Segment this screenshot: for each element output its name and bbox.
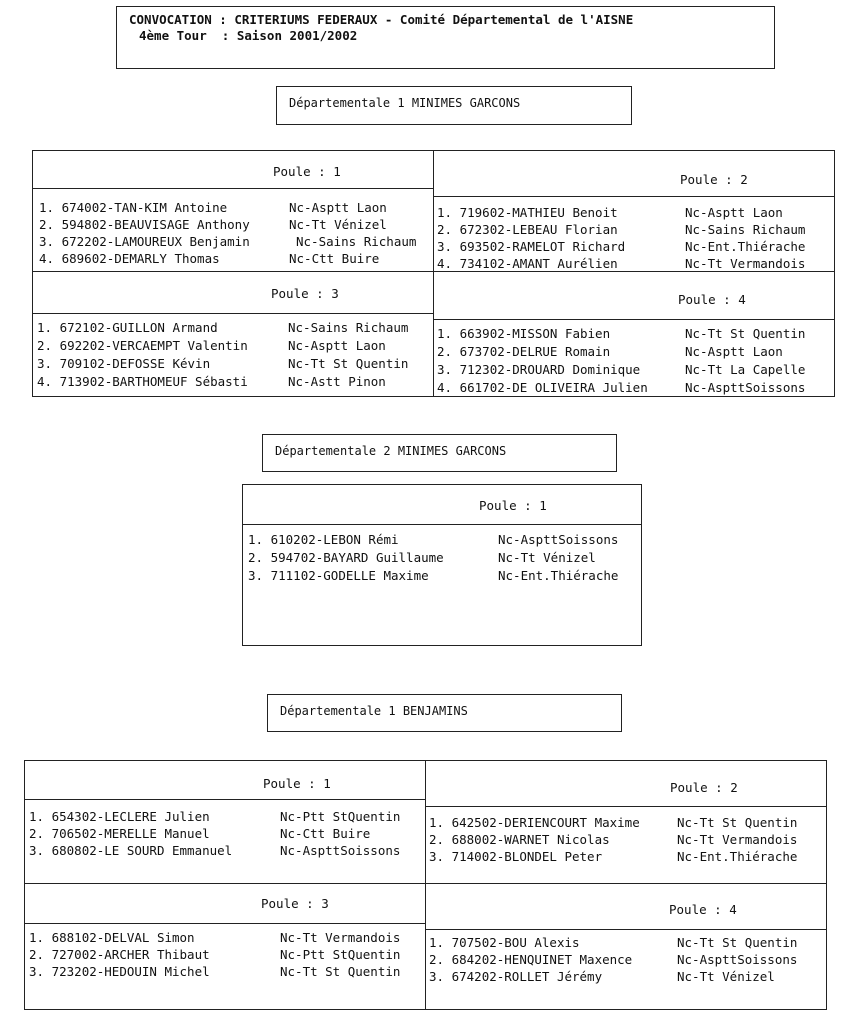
player-row — [429, 934, 798, 951]
grid-divider-top-left — [25, 799, 425, 800]
player-row — [39, 250, 380, 267]
player-rank: 2. — [29, 947, 45, 962]
player-club: Nc-Asptt Laon — [685, 205, 783, 220]
grid-divider-vertical — [425, 761, 426, 1009]
player-row — [39, 199, 387, 216]
poule-title: Poule : 4 — [678, 292, 746, 307]
player-club: Nc-Sains Richaum — [685, 222, 806, 237]
player-club: Nc-Tt Vénizel — [677, 969, 775, 984]
player-rank: 2. — [248, 550, 264, 565]
player-row — [39, 216, 387, 233]
player-row — [29, 946, 401, 963]
player-name: 654302-LECLERE Julien — [51, 809, 210, 824]
player-club: Nc-Tt Vermandois — [280, 930, 401, 945]
poule-grid-d2-minimes — [242, 484, 642, 646]
player-row — [29, 842, 401, 859]
grid-divider-mid-right — [433, 319, 835, 320]
player-rank: 2. — [437, 344, 453, 359]
player-row — [437, 255, 806, 272]
player-row — [437, 361, 806, 378]
player-club: Nc-Tt La Capelle — [685, 362, 806, 377]
player-rank: 1. — [437, 205, 453, 220]
player-name: 674202-ROLLET Jérémy — [451, 969, 603, 984]
player-club: Nc-Sains Richaum — [288, 320, 409, 335]
player-name: 661702-DE OLIVEIRA Julien — [459, 380, 648, 395]
player-name: 689602-DEMARLY Thomas — [61, 251, 220, 266]
player-name: 684202-HENQUINET Maxence — [451, 952, 633, 967]
player-name: 706502-MERELLE Manuel — [51, 826, 210, 841]
player-name: 727002-ARCHER Thibaut — [51, 947, 210, 962]
player-name: 719602-MATHIEU Benoit — [459, 205, 618, 220]
poule-title: Poule : 3 — [261, 896, 329, 911]
player-club: Nc-Ent.Thiérache — [677, 849, 798, 864]
player-name: 610202-LEBON Rémi — [270, 532, 399, 547]
player-rank: 2. — [429, 832, 445, 847]
player-row — [248, 549, 596, 566]
player-name: 734102-AMANT Aurélien — [459, 256, 618, 271]
player-rank: 2. — [437, 222, 453, 237]
player-club: Nc-Sains Richaum — [296, 234, 417, 249]
player-club: Nc-Asptt Laon — [288, 338, 386, 353]
player-name: 672302-LEBEAU Florian — [459, 222, 618, 237]
player-row — [429, 848, 798, 865]
player-club: Nc-Tt St Quentin — [280, 964, 401, 979]
poule-title: Poule : 4 — [669, 902, 737, 917]
player-row — [37, 355, 409, 372]
player-rank: 2. — [39, 217, 55, 232]
section-title-d1-minimes: Départementale 1 MINIMES GARCONS — [276, 86, 632, 125]
player-club: Nc-Tt Vénizel — [289, 217, 387, 232]
player-row — [437, 238, 806, 255]
player-rank: 3. — [437, 362, 453, 377]
section-title-d2-minimes: Départementale 2 MINIMES GARCONS — [262, 434, 617, 472]
player-club: Nc-Asptt Laon — [685, 344, 783, 359]
player-name: 663902-MISSON Fabien — [459, 326, 611, 341]
player-row — [429, 831, 798, 848]
grid-divider-vertical — [433, 151, 434, 396]
player-club: Nc-Tt St Quentin — [685, 326, 806, 341]
player-club: Nc-Ctt Buire — [289, 251, 380, 266]
player-rank: 1. — [437, 326, 453, 341]
player-club: Nc-Tt St Quentin — [677, 935, 798, 950]
player-club: Nc-AspttSoissons — [498, 532, 619, 547]
player-club: Nc-AspttSoissons — [677, 952, 798, 967]
player-rank: 2. — [429, 952, 445, 967]
poule-grid-d1-minimes — [32, 150, 835, 397]
player-rank: 4. — [39, 251, 55, 266]
player-rank: 3. — [429, 849, 445, 864]
player-rank: 3. — [29, 964, 45, 979]
player-row — [429, 951, 798, 968]
player-club: Nc-Ctt Buire — [280, 826, 371, 841]
player-name: 642502-DERIENCOURT Maxime — [451, 815, 640, 830]
poule-title: Poule : 2 — [670, 780, 738, 795]
player-name: 672202-LAMOUREUX Benjamin — [61, 234, 250, 249]
grid-divider — [243, 524, 641, 525]
player-rank: 1. — [29, 930, 45, 945]
grid-divider-mid-left — [25, 923, 425, 924]
player-row — [39, 233, 417, 250]
player-club: Nc-Tt Vermandois — [677, 832, 798, 847]
convocation-header — [116, 6, 775, 69]
player-row — [37, 319, 409, 336]
player-rank: 1. — [429, 935, 445, 950]
poule-title: Poule : 1 — [263, 776, 331, 791]
player-rank: 2. — [37, 338, 53, 353]
player-name: 693502-RAMELOT Richard — [459, 239, 626, 254]
player-row — [37, 373, 386, 390]
player-rank: 3. — [37, 356, 53, 371]
player-club: Nc-Ent.Thiérache — [685, 239, 806, 254]
player-rank: 3. — [29, 843, 45, 858]
player-name: 688002-WARNET Nicolas — [451, 832, 610, 847]
player-name: 723202-HEDOUIN Michel — [51, 964, 210, 979]
player-name: 714002-BLONDEL Peter — [451, 849, 603, 864]
section-title-d1-benjamins: Départementale 1 BENJAMINS — [267, 694, 622, 732]
player-rank: 2. — [29, 826, 45, 841]
grid-divider-mid-right — [425, 929, 827, 930]
player-row — [29, 963, 401, 980]
player-row — [248, 531, 619, 548]
player-rank: 3. — [429, 969, 445, 984]
header-line-2: 4ème Tour : Saison 2001/2002 — [139, 28, 358, 43]
grid-divider-mid-left — [33, 313, 433, 314]
player-club: Nc-Astt Pinon — [288, 374, 386, 389]
grid-divider-top-right — [425, 806, 827, 807]
player-name: 673702-DELRUE Romain — [459, 344, 611, 359]
player-name: 674002-TAN-KIM Antoine — [61, 200, 228, 215]
player-row — [29, 808, 401, 825]
player-name: 711102-GODELLE Maxime — [270, 568, 429, 583]
grid-divider-top-left — [33, 188, 433, 189]
player-row — [437, 379, 806, 396]
player-name: 594802-BEAUVISAGE Anthony — [61, 217, 250, 232]
player-rank: 4. — [37, 374, 53, 389]
player-row — [29, 929, 401, 946]
poule-title: Poule : 3 — [271, 286, 339, 301]
player-rank: 1. — [39, 200, 55, 215]
player-row — [437, 343, 783, 360]
player-rank: 1. — [429, 815, 445, 830]
player-club: Nc-Tt Vermandois — [685, 256, 806, 271]
header-line-1: CONVOCATION : CRITERIUMS FEDERAUX - Comité Départemental de l'AISNE — [129, 12, 634, 27]
player-rank: 3. — [437, 239, 453, 254]
player-rank: 1. — [248, 532, 264, 547]
player-rank: 3. — [39, 234, 55, 249]
player-name: 692202-VERCAEMPT Valentin — [59, 338, 248, 353]
player-name: 688102-DELVAL Simon — [51, 930, 195, 945]
player-row — [429, 814, 798, 831]
player-club: Nc-Ptt StQuentin — [280, 947, 401, 962]
player-row — [437, 325, 806, 342]
poule-grid-d1-benjamins — [24, 760, 827, 1010]
player-club: Nc-Tt St Quentin — [288, 356, 409, 371]
player-row — [29, 825, 371, 842]
player-row — [37, 337, 386, 354]
poule-title: Poule : 1 — [273, 164, 341, 179]
player-name: 709102-DEFOSSE Kévin — [59, 356, 211, 371]
player-name: 707502-BOU Alexis — [451, 935, 580, 950]
player-club: Nc-Ent.Thiérache — [498, 568, 619, 583]
player-club: Nc-AspttSoissons — [685, 380, 806, 395]
player-club: Nc-AspttSoissons — [280, 843, 401, 858]
player-rank: 4. — [437, 256, 453, 271]
player-rank: 4. — [437, 380, 453, 395]
player-name: 594702-BAYARD Guillaume — [270, 550, 444, 565]
player-club: Nc-Asptt Laon — [289, 200, 387, 215]
poule-title: Poule : 2 — [680, 172, 748, 187]
player-row — [248, 567, 619, 584]
player-rank: 1. — [29, 809, 45, 824]
player-club: Nc-Ptt StQuentin — [280, 809, 401, 824]
player-row — [429, 968, 775, 985]
player-rank: 3. — [248, 568, 264, 583]
player-rank: 1. — [37, 320, 53, 335]
grid-divider-top-right — [433, 196, 835, 197]
player-row — [437, 221, 806, 238]
poule-title: Poule : 1 — [479, 498, 547, 513]
player-name: 712302-DROUARD Dominique — [459, 362, 641, 377]
grid-divider-mid — [25, 883, 827, 884]
player-club: Nc-Tt Vénizel — [498, 550, 596, 565]
player-name: 680802-LE SOURD Emmanuel — [51, 843, 233, 858]
player-club: Nc-Tt St Quentin — [677, 815, 798, 830]
player-row — [437, 204, 783, 221]
player-name: 672102-GUILLON Armand — [59, 320, 218, 335]
player-name: 713902-BARTHOMEUF Sébasti — [59, 374, 248, 389]
